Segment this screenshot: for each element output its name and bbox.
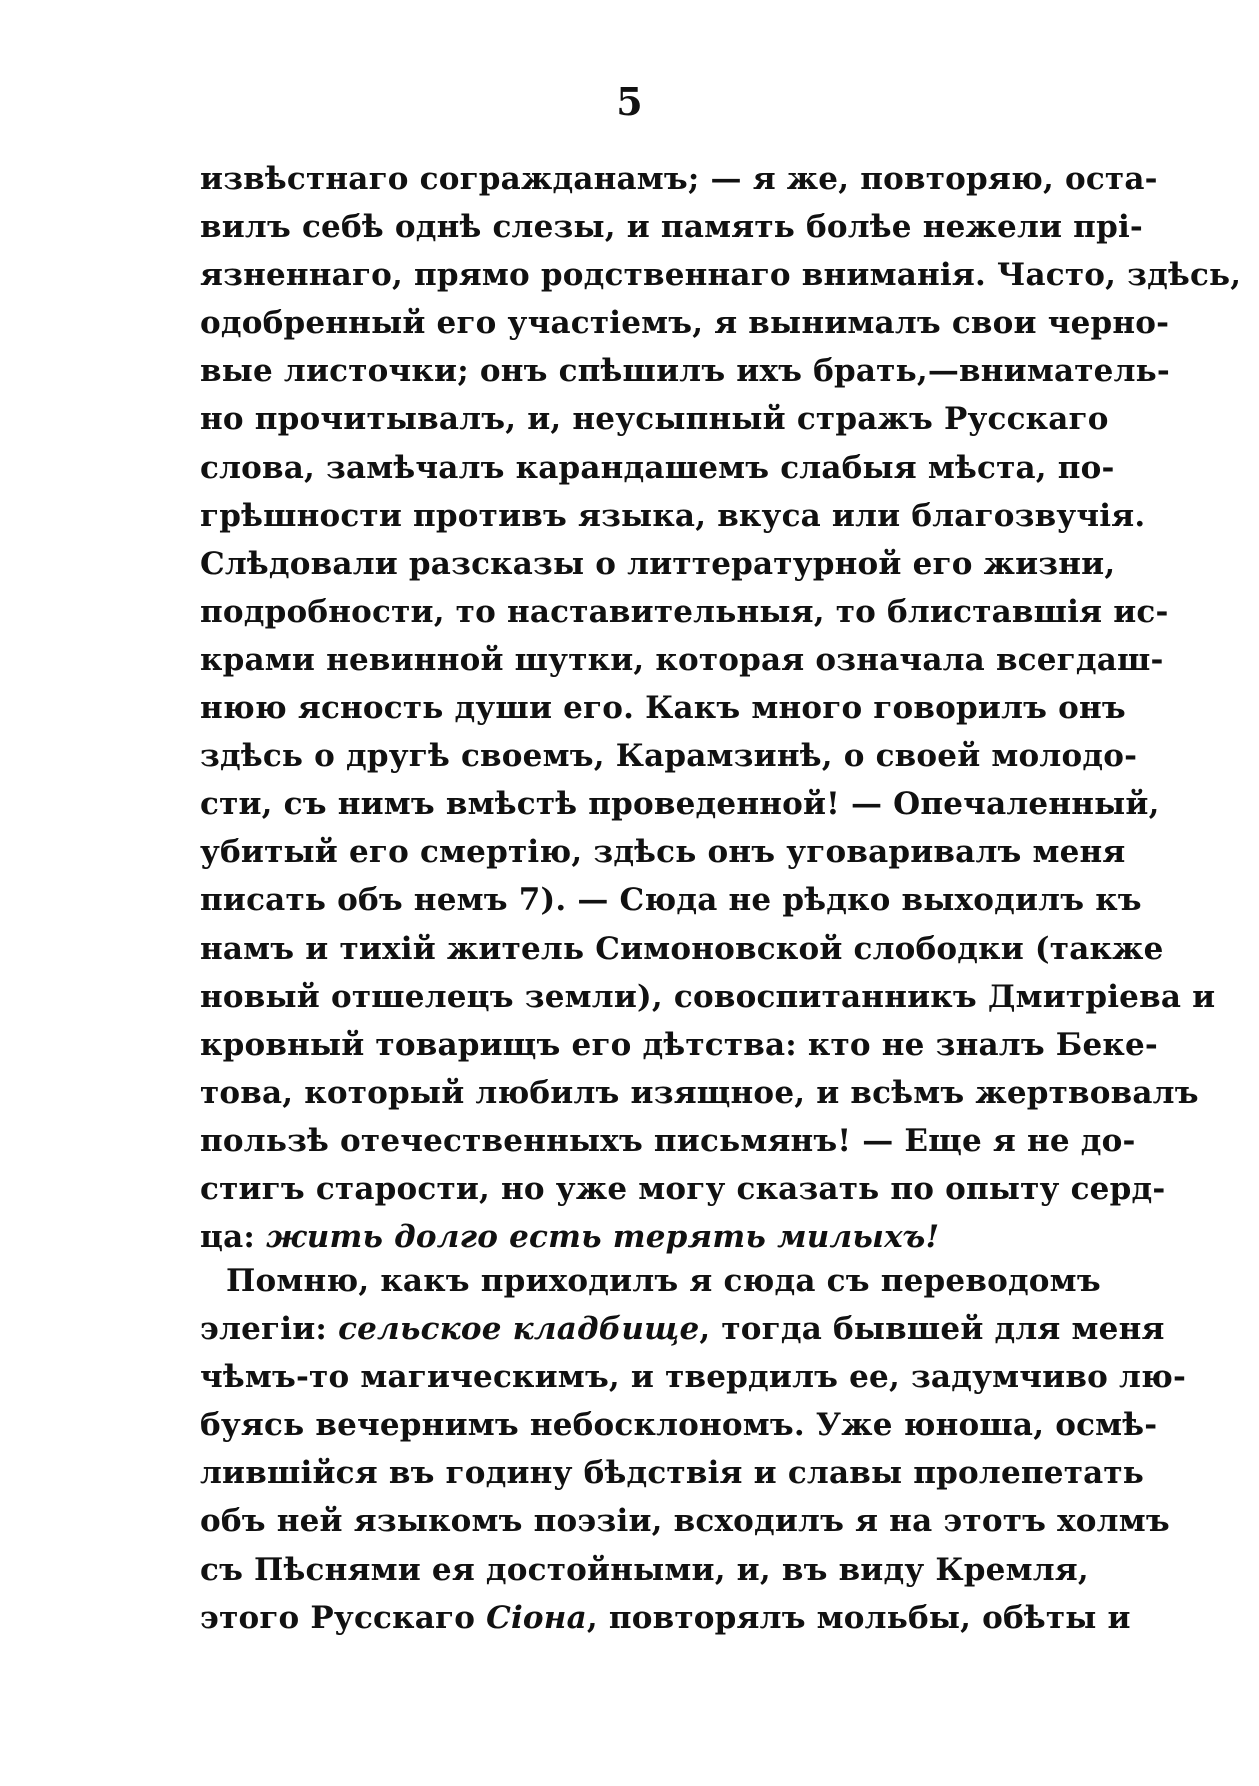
text-line: лившійся въ годину бѣдствія и славы пролепетать xyxy=(200,1455,1145,1492)
paragraph-2 xyxy=(200,1257,1187,1642)
text-line: грѣшности противъ языка, вкуса или благозвучія. xyxy=(200,497,1146,534)
text-line: писать объ немъ 7). — Сюда не рѣдко выходилъ къ xyxy=(200,882,1142,919)
text-line: кровный товарищъ его дѣтства: кто не зналъ Беке- xyxy=(200,1026,1158,1063)
text-line: вые листочки; онъ спѣшилъ ихъ брать,—вниматель- xyxy=(200,353,1170,390)
text-line: това, который любилъ изящное, и всѣмъ жертвовалъ xyxy=(200,1074,1199,1111)
text-line: извѣстнаго согражданамъ; — я же, повторяю, оста- xyxy=(200,161,1158,197)
text-line: крами невинной шутки, которая означала всегдаш- xyxy=(200,641,1164,678)
text-line: убитый его смертію, здѣсь онъ уговаривалъ меня xyxy=(200,834,1126,871)
text-line: элегіи: сельское кладбище, тогда бывшей для меня xyxy=(200,1311,1165,1348)
text-line: но прочитывалъ, и, неусыпный стражъ Русскаго xyxy=(200,401,1109,438)
text-line: язненнаго, прямо родственнаго вниманія. Часто, здѣсь, xyxy=(200,257,1242,294)
italic-phrase: жить долго есть терять милыхъ! xyxy=(266,1219,940,1256)
text-line: буясь вечернимъ небосклономъ. Уже юноша, осмѣ- xyxy=(200,1407,1158,1444)
text-line: чѣмъ-то магическимъ, и твердилъ ее, задумчиво лю- xyxy=(200,1359,1187,1396)
text-line: пользѣ отечественныхъ письмянъ! — Еще я не до- xyxy=(200,1122,1136,1159)
text-line: здѣсь о другѣ своемъ, Карамзинѣ, о своей молодо- xyxy=(200,738,1138,775)
text-line: съ Пѣснями ея достойными, и, въ виду Кремля, xyxy=(200,1551,1089,1588)
text-line: новый отшелецъ земли), совоспитанникъ Дмитріева и xyxy=(200,978,1216,1015)
text-line: намъ и тихій житель Симоновской слободки (также xyxy=(200,930,1164,967)
italic-word: Сіона xyxy=(486,1599,587,1636)
text-line: объ ней языкомъ поэзіи, всходилъ я на этотъ холмъ xyxy=(200,1503,1170,1540)
text-line: ца: жить долго есть терять милыхъ! xyxy=(200,1219,940,1256)
text-line: сти, съ нимъ вмѣстѣ проведенной! — Опечаленный, xyxy=(200,786,1160,823)
text-line: слова, замѣчалъ карандашемъ слабыя мѣста, по- xyxy=(200,449,1115,486)
text-line: Помню, какъ приходилъ я сюда съ переводомъ xyxy=(226,1263,1101,1299)
text-line: Слѣдовали разсказы о литтературной его жизни, xyxy=(200,545,1116,582)
text-line: этого Русскаго Сіона, повторялъ мольбы, обѣты и xyxy=(200,1599,1131,1636)
page-number: 5 xyxy=(616,79,643,124)
text-line: подробности, то наставительныя, то блиставшія ис- xyxy=(200,593,1169,630)
text-line: вилъ себѣ однѣ слезы, и память болѣе нежели прі- xyxy=(200,209,1143,246)
text-line: одобренный его участіемъ, я вынималъ свои черно- xyxy=(200,305,1170,342)
italic-phrase: сельское кладбище xyxy=(338,1311,700,1348)
paragraph-1 xyxy=(200,155,1242,1261)
text-line: стигъ старости, но уже могу сказать по опыту серд- xyxy=(200,1170,1166,1207)
text-line: нюю ясность души его. Какъ много говорилъ онъ xyxy=(200,690,1126,727)
